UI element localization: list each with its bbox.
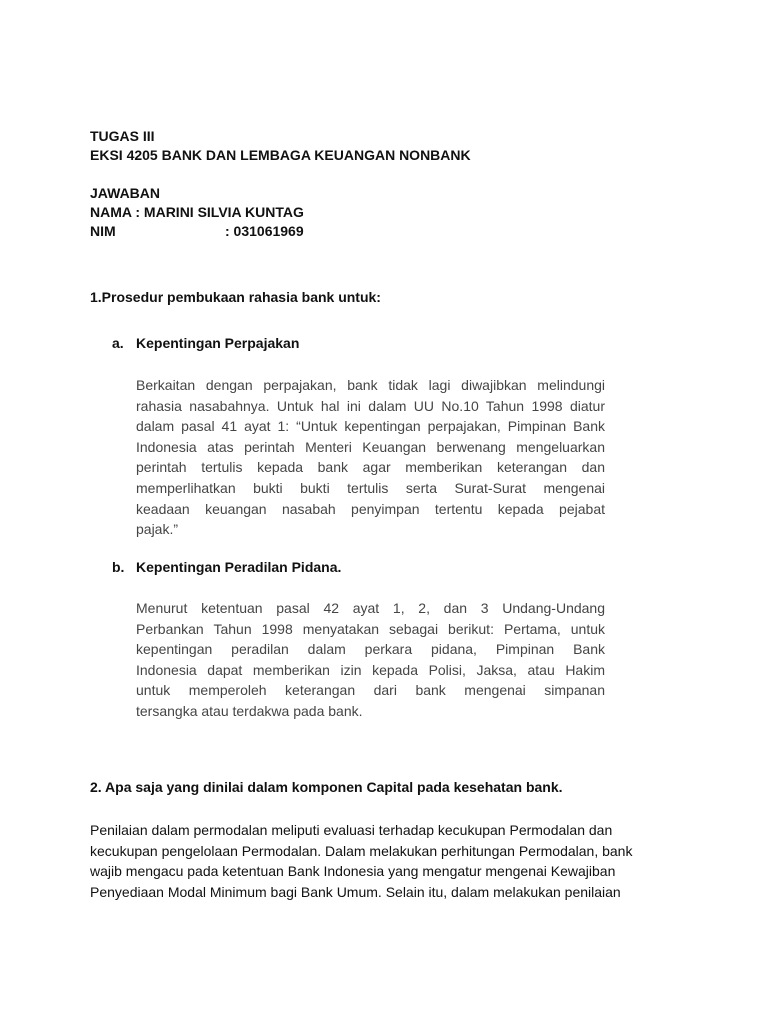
nim-label: NIM	[90, 223, 116, 239]
subsection-a-title: Kepentingan Perpajakan	[136, 335, 300, 351]
paragraph-line: keadaan keuangan nasabah penyimpan tertentu kepada pejabat	[136, 500, 605, 517]
answer-label: JAWABAN	[90, 185, 161, 201]
paragraph-line: Menurut ketentuan pasal 42 ayat 1, 2, dan 3 Undang-Undang	[136, 600, 605, 616]
student-nim	[90, 222, 304, 241]
paragraph-line: untuk memperoleh keterangan dari bank mengenai simpanan	[136, 682, 605, 699]
paragraph-line: pajak.”	[136, 521, 179, 538]
paragraph-line: wajib mengacu pada ketentuan Bank Indonesia yang mengatur mengenai Kewajiban	[90, 863, 616, 880]
subsection-b-paragraph	[136, 598, 605, 722]
student-name: NAMA : MARINI SILVIA KUNTAG	[90, 204, 304, 220]
assignment-title: TUGAS III	[90, 128, 155, 144]
paragraph-line: Penyediaan Modal Minimum bagi Bank Umum. Selain itu, dalam melakukan penilaian	[90, 883, 621, 900]
paragraph-line: dalam pasal 41 ayat 1: “Untuk kepentingan perpajakan, Pimpinan Bank	[136, 418, 605, 435]
subsection-a-heading	[112, 335, 299, 351]
paragraph-line: Perbankan Tahun 1998 menyatakan sebagai berikut: Pertama, untuk	[136, 620, 605, 637]
subsection-b-heading	[112, 559, 341, 575]
subsection-a-paragraph	[136, 375, 605, 540]
paragraph-line: rahasia nasabahnya. Untuk hal ini dalam UU No.10 Tahun 1998 diatur	[136, 397, 605, 414]
question-2-paragraph	[90, 820, 690, 902]
subsection-a-marker: a.	[112, 335, 124, 351]
paragraph-line: Penilaian dalam permodalan meliputi evaluasi terhadap kecukupan Permodalan dan	[90, 822, 613, 838]
subsection-b-marker: b.	[112, 559, 125, 575]
paragraph-line: Indonesia atas perintah Menteri Keuangan berwenang mengeluarkan	[136, 438, 605, 455]
paragraph-line: Berkaitan dengan perpajakan, bank tidak lagi diwajibkan melindungi	[136, 377, 605, 393]
subsection-b-title: Kepentingan Peradilan Pidana.	[136, 559, 342, 575]
paragraph-line: kecukupan pengelolaan Permodalan. Dalam melakukan perhitungan Permodalan, bank	[90, 842, 633, 859]
course-title: EKSI 4205 BANK DAN LEMBAGA KEUANGAN NONBANK	[90, 147, 471, 163]
question-1-heading: 1.Prosedur pembukaan rahasia bank untuk:	[90, 289, 381, 305]
paragraph-line: perintah tertulis kepada bank agar memberikan keterangan dan	[136, 459, 605, 476]
paragraph-line: Indonesia dapat memberikan izin kepada Polisi, Jaksa, atau Hakim	[136, 661, 605, 678]
nim-value: : 031061969	[225, 223, 304, 239]
paragraph-line: kepentingan peradilan dalam perkara pidana, Pimpinan Bank	[136, 641, 605, 658]
paragraph-line: memperlihatkan bukti bukti tertulis serta Surat-Surat mengenai	[136, 479, 605, 496]
paragraph-line: tersangka atau terdakwa pada bank.	[136, 702, 363, 719]
question-2-heading: 2. Apa saja yang dinilai dalam komponen Capital pada kesehatan bank.	[90, 779, 563, 795]
